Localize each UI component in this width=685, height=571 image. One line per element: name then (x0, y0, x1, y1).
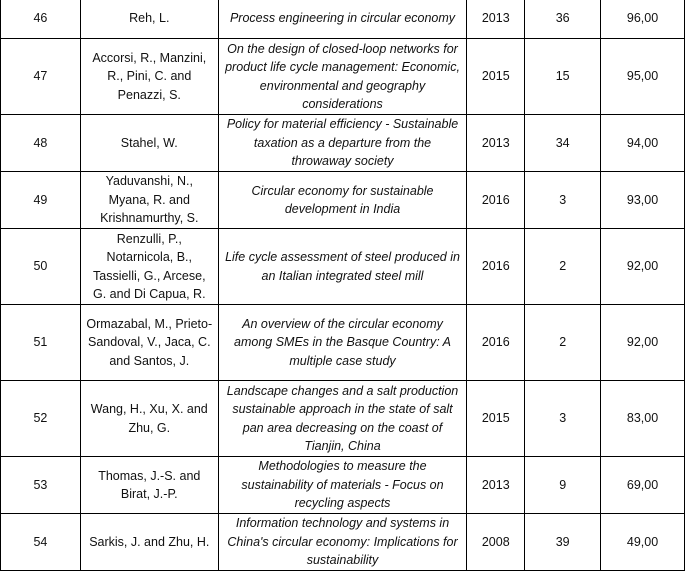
table-row (1, 0, 685, 39)
score-cell: 93,00 (601, 172, 685, 229)
authors-cell: Yaduvanshi, N., Myana, R. and Krishnamurthy, S. (80, 172, 218, 229)
score-cell: 95,00 (601, 39, 685, 115)
citations-cell: 34 (525, 115, 601, 172)
table-row (1, 115, 685, 172)
table-row (1, 39, 685, 115)
rank-cell: 48 (1, 115, 81, 172)
rank-cell: 49 (1, 172, 81, 229)
table-row (1, 172, 685, 229)
year-cell: 2015 (467, 381, 525, 457)
rank-cell: 50 (1, 229, 81, 305)
year-cell: 2013 (467, 0, 525, 39)
title-cell: Information technology and systems in China's circular economy: Implications for sustainability (218, 514, 467, 571)
year-cell: 2015 (467, 39, 525, 115)
table-row (1, 381, 685, 457)
score-cell: 94,00 (601, 115, 685, 172)
authors-cell: Stahel, W. (80, 115, 218, 172)
citations-cell: 3 (525, 381, 601, 457)
year-cell: 2013 (467, 457, 525, 514)
year-cell: 2016 (467, 229, 525, 305)
score-cell: 69,00 (601, 457, 685, 514)
authors-cell: Ormazabal, M., Prieto-Sandoval, V., Jaca, C. and Santos, J. (80, 305, 218, 381)
title-cell: Process engineering in circular economy (218, 0, 467, 39)
rank-cell: 53 (1, 457, 81, 514)
citations-cell: 3 (525, 172, 601, 229)
score-cell: 96,00 (601, 0, 685, 39)
citations-cell: 2 (525, 305, 601, 381)
table-row (1, 229, 685, 305)
year-cell: 2016 (467, 305, 525, 381)
authors-cell: Wang, H., Xu, X. and Zhu, G. (80, 381, 218, 457)
authors-cell: Renzulli, P., Notarnicola, B., Tassielli, G., Arcese, G. and Di Capua, R. (80, 229, 218, 305)
score-cell: 49,00 (601, 514, 685, 571)
citations-cell: 9 (525, 457, 601, 514)
title-cell: An overview of the circular economy among SMEs in the Basque Country: A multiple case study (218, 305, 467, 381)
year-cell: 2008 (467, 514, 525, 571)
rank-cell: 54 (1, 514, 81, 571)
rank-cell: 51 (1, 305, 81, 381)
title-cell: Life cycle assessment of steel produced in an Italian integrated steel mill (218, 229, 467, 305)
table-row (1, 514, 685, 571)
citations-cell: 39 (525, 514, 601, 571)
table-row (1, 457, 685, 514)
score-cell: 92,00 (601, 229, 685, 305)
title-cell: Policy for material efficiency - Sustainable taxation as a departure from the throwaway society (218, 115, 467, 172)
rank-cell: 52 (1, 381, 81, 457)
title-cell: Circular economy for sustainable development in India (218, 172, 467, 229)
citations-cell: 2 (525, 229, 601, 305)
score-cell: 83,00 (601, 381, 685, 457)
title-cell: Landscape changes and a salt production sustainable approach in the state of salt pan area decreasing on the coast of Tianjin, China (218, 381, 467, 457)
authors-cell: Sarkis, J. and Zhu, H. (80, 514, 218, 571)
table-row (1, 305, 685, 381)
authors-cell: Accorsi, R., Manzini, R., Pini, C. and Penazzi, S. (80, 39, 218, 115)
title-cell: Methodologies to measure the sustainability of materials - Focus on recycling aspects (218, 457, 467, 514)
citations-cell: 36 (525, 0, 601, 39)
rank-cell: 47 (1, 39, 81, 115)
citations-cell: 15 (525, 39, 601, 115)
year-cell: 2016 (467, 172, 525, 229)
score-cell: 92,00 (601, 305, 685, 381)
authors-cell: Reh, L. (80, 0, 218, 39)
rank-cell: 46 (1, 0, 81, 39)
title-cell: On the design of closed-loop networks for product life cycle management: Economic, environmental and geography considerations (218, 39, 467, 115)
year-cell: 2013 (467, 115, 525, 172)
authors-cell: Thomas, J.-S. and Birat, J.-P. (80, 457, 218, 514)
